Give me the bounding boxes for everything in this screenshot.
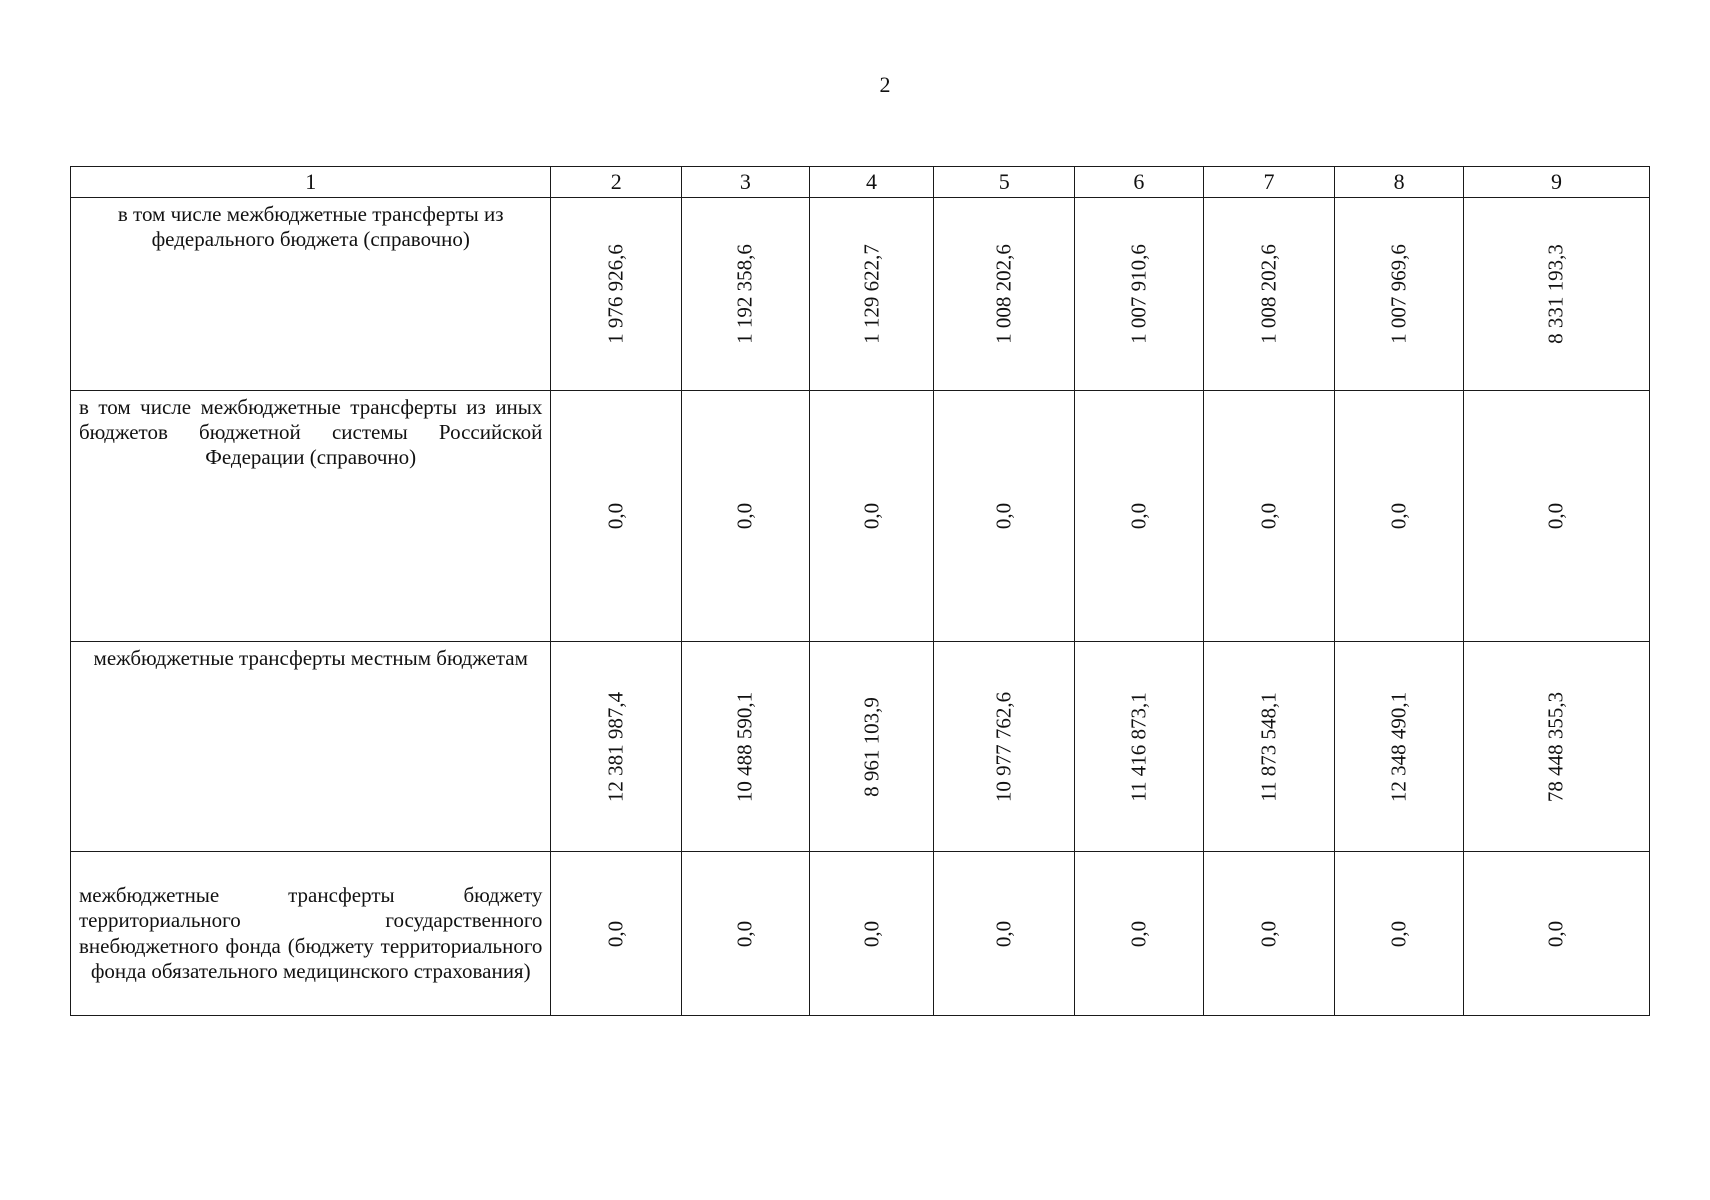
cell-value: 10 488 590,1: [732, 691, 757, 802]
column-header: 3: [682, 167, 810, 198]
cell-value: 1 192 358,6: [732, 244, 757, 344]
row-label: межбюджетные трансферты местным бюджетам: [71, 642, 551, 852]
cell-value: 11 416 873,1: [1126, 691, 1151, 802]
table-cell: [682, 391, 810, 642]
row-label: в том числе межбюджетные трансферты из иных бюджетов бюджетной системы Российской Федерации (справочно): [71, 391, 551, 642]
column-header: 7: [1203, 167, 1335, 198]
cell-value: 0,0: [732, 920, 757, 947]
table-cell: [1075, 852, 1204, 1016]
cell-value: 0,0: [603, 502, 628, 530]
cell-value: 0,0: [1256, 502, 1281, 530]
column-header: 2: [551, 167, 682, 198]
cell-value: 1 007 910,6: [1126, 244, 1151, 344]
table-cell: [1203, 391, 1335, 642]
cell-value: 0,0: [1126, 502, 1151, 530]
cell-value: 0,0: [1386, 920, 1411, 947]
cell-value: 1 008 202,6: [991, 244, 1016, 344]
column-header: 1: [71, 167, 551, 198]
cell-value: 11 873 548,1: [1256, 691, 1281, 802]
cell-value: 0,0: [1543, 502, 1568, 530]
table-cell: [934, 642, 1075, 852]
table-cell: [551, 391, 682, 642]
column-header: 6: [1075, 167, 1204, 198]
cell-value: 1 008 202,6: [1256, 244, 1281, 344]
cell-value: 0,0: [1543, 920, 1568, 947]
cell-value: 8 331 193,3: [1543, 244, 1568, 344]
table-cell: [1463, 391, 1649, 642]
table-cell: [1463, 198, 1649, 391]
cell-value: 0,0: [991, 502, 1016, 530]
cell-value: 0,0: [732, 502, 757, 530]
table-cell: [1463, 642, 1649, 852]
table-row: [71, 642, 1650, 852]
column-header: 9: [1463, 167, 1649, 198]
cell-value: 0,0: [1256, 920, 1281, 947]
table-row: [71, 852, 1650, 1016]
cell-value: 1 129 622,7: [858, 244, 883, 344]
table-cell: [551, 642, 682, 852]
table-cell: [809, 642, 934, 852]
cell-value: 12 348 490,1: [1386, 691, 1411, 802]
cell-value: 0,0: [603, 920, 628, 947]
table-cell: [809, 391, 934, 642]
row-label: в том числе межбюджетные трансферты из федерального бюджета (справочно): [71, 198, 551, 391]
column-header: 5: [934, 167, 1075, 198]
table-row: [71, 391, 1650, 642]
cell-value: 0,0: [1126, 920, 1151, 947]
table-cell: [934, 852, 1075, 1016]
row-label: межбюджетные трансферты бюджету территориального государственного внебюджетного фонда (бюджету территориального фонда обязательного медицинского страхования): [71, 852, 551, 1016]
budget-table: [70, 166, 1650, 1016]
table-header-row: [71, 167, 1650, 198]
table-cell: [551, 198, 682, 391]
column-header: 8: [1335, 167, 1464, 198]
table-cell: [1203, 852, 1335, 1016]
cell-value: 0,0: [858, 502, 883, 530]
cell-value: 0,0: [991, 920, 1016, 947]
table-cell: [682, 642, 810, 852]
table-cell: [1335, 642, 1464, 852]
table-cell: [1203, 642, 1335, 852]
cell-value: 0,0: [858, 920, 883, 947]
table-row: [71, 198, 1650, 391]
table-cell: [1335, 852, 1464, 1016]
cell-value: 0,0: [1386, 502, 1411, 530]
table-cell: [682, 198, 810, 391]
table-cell: [809, 852, 934, 1016]
table-cell: [934, 198, 1075, 391]
column-header: 4: [809, 167, 934, 198]
table-cell: [1075, 642, 1204, 852]
cell-value: 12 381 987,4: [603, 691, 628, 802]
cell-value: 10 977 762,6: [991, 691, 1016, 802]
cell-value: 8 961 103,9: [858, 696, 883, 797]
table-cell: [1335, 391, 1464, 642]
table-cell: [1463, 852, 1649, 1016]
table-cell: [1075, 391, 1204, 642]
page-number: 2: [879, 72, 891, 97]
table-cell: [809, 198, 934, 391]
table-cell: [1075, 198, 1204, 391]
table-cell: [1203, 198, 1335, 391]
table-cell: [934, 391, 1075, 642]
table-cell: [682, 852, 810, 1016]
cell-value: 1 007 969,6: [1386, 244, 1411, 344]
cell-value: 1 976 926,6: [603, 244, 628, 344]
table-cell: [1335, 198, 1464, 391]
cell-value: 78 448 355,3: [1543, 691, 1568, 802]
table-cell: [551, 852, 682, 1016]
